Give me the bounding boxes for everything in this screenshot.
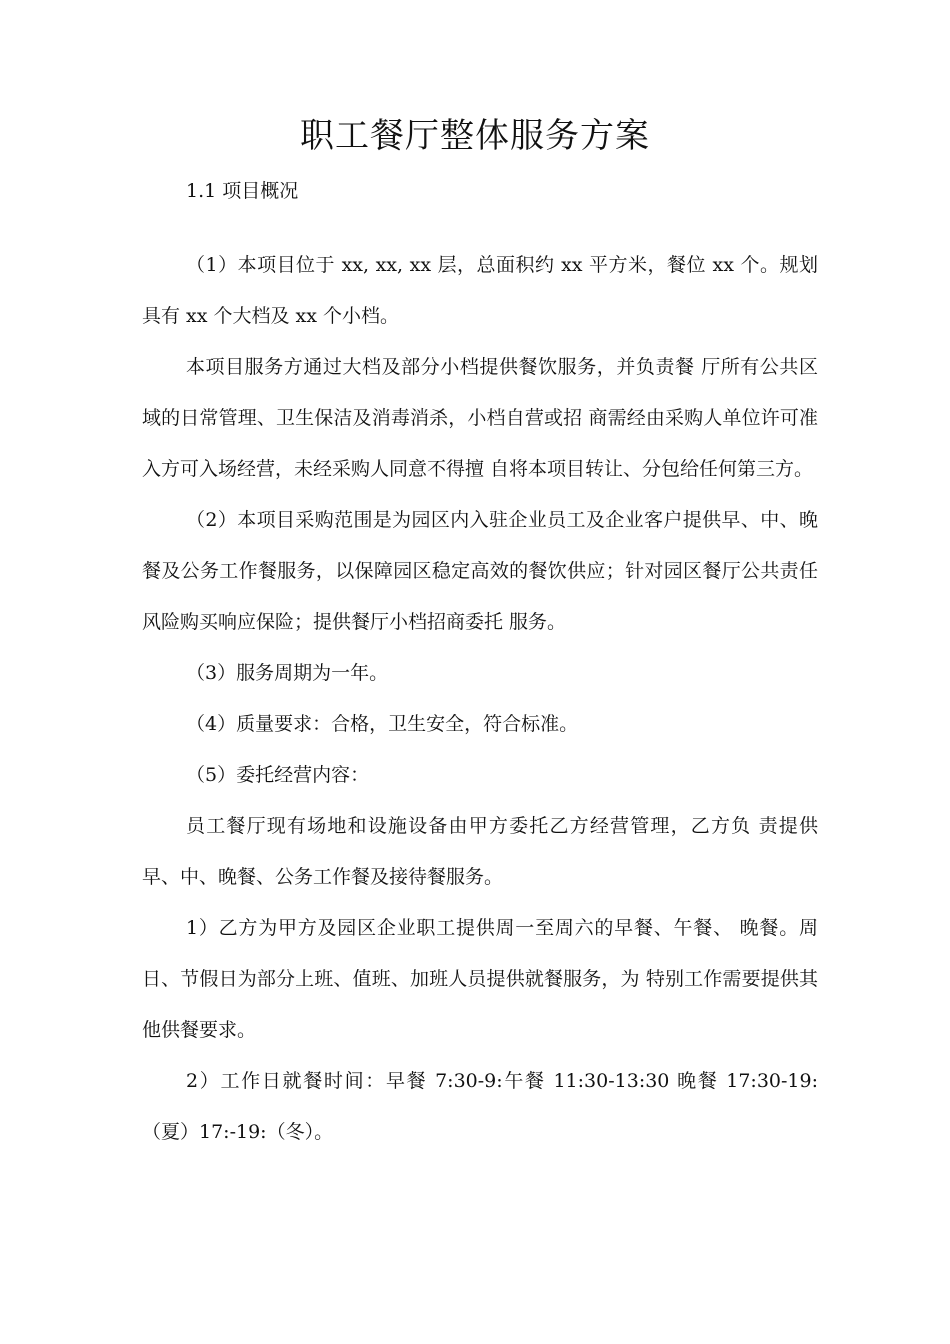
paragraph-meal-provision: 1）乙方为甲方及园区企业职工提供周一至周六的早餐、午餐、 晚餐。周日、节假日为部分上班、值班、加班人员提供就餐服务，为 特别工作需要提供其他供餐要求。: [142, 917, 818, 1041]
paragraph-service-scope: 本项目服务方通过大档及部分小档提供餐饮服务，并负责餐 厅所有公共区域的日常管理、卫生保洁及消毒消杀，小档自营或招 商需经由采购人单位许可准入方可入场经营，未经采购人同意不得擅 自将本项目转让、分包给任何第三方。: [142, 356, 818, 480]
paragraph-service-period: （3）服务周期为一年。: [186, 662, 389, 684]
section-heading: 1.1 项目概况: [186, 180, 299, 202]
document-body: [142, 240, 818, 1158]
document-title: 职工餐厅整体服务方案: [300, 116, 650, 156]
paragraph-procurement-scope: （2）本项目采购范围是为园区内入驻企业员工及企业客户提供早、中、晚餐及公务工作餐服务，以保障园区稳定高效的餐饮供应；针对园区餐厅公共责任风险购买响应保险；提供餐厅小档招商委托 服务。: [142, 509, 818, 633]
paragraph-quality: （4）质量要求：合格，卫生安全，符合标准。: [186, 713, 579, 735]
paragraph-canteen-management: 员工餐厅现有场地和设施设备由甲方委托乙方经营管理，乙方负 责提供早、中、晚餐、公务工作餐及接待餐服务。: [142, 815, 818, 888]
paragraph-meal-times: 2）工作日就餐时间：早餐 7:30-9:午餐 11:30-13:30 晚餐 17:30-19: （夏）17:-19:（冬）。: [142, 1070, 818, 1143]
paragraph-entrusted-content: （5）委托经营内容：: [186, 764, 370, 786]
paragraph-location: （1）本项目位于 xx, xx, xx 层，总面积约 xx 平方米，餐位 xx 个。规划具有 xx 个大档及 xx 个小档。: [142, 254, 818, 327]
